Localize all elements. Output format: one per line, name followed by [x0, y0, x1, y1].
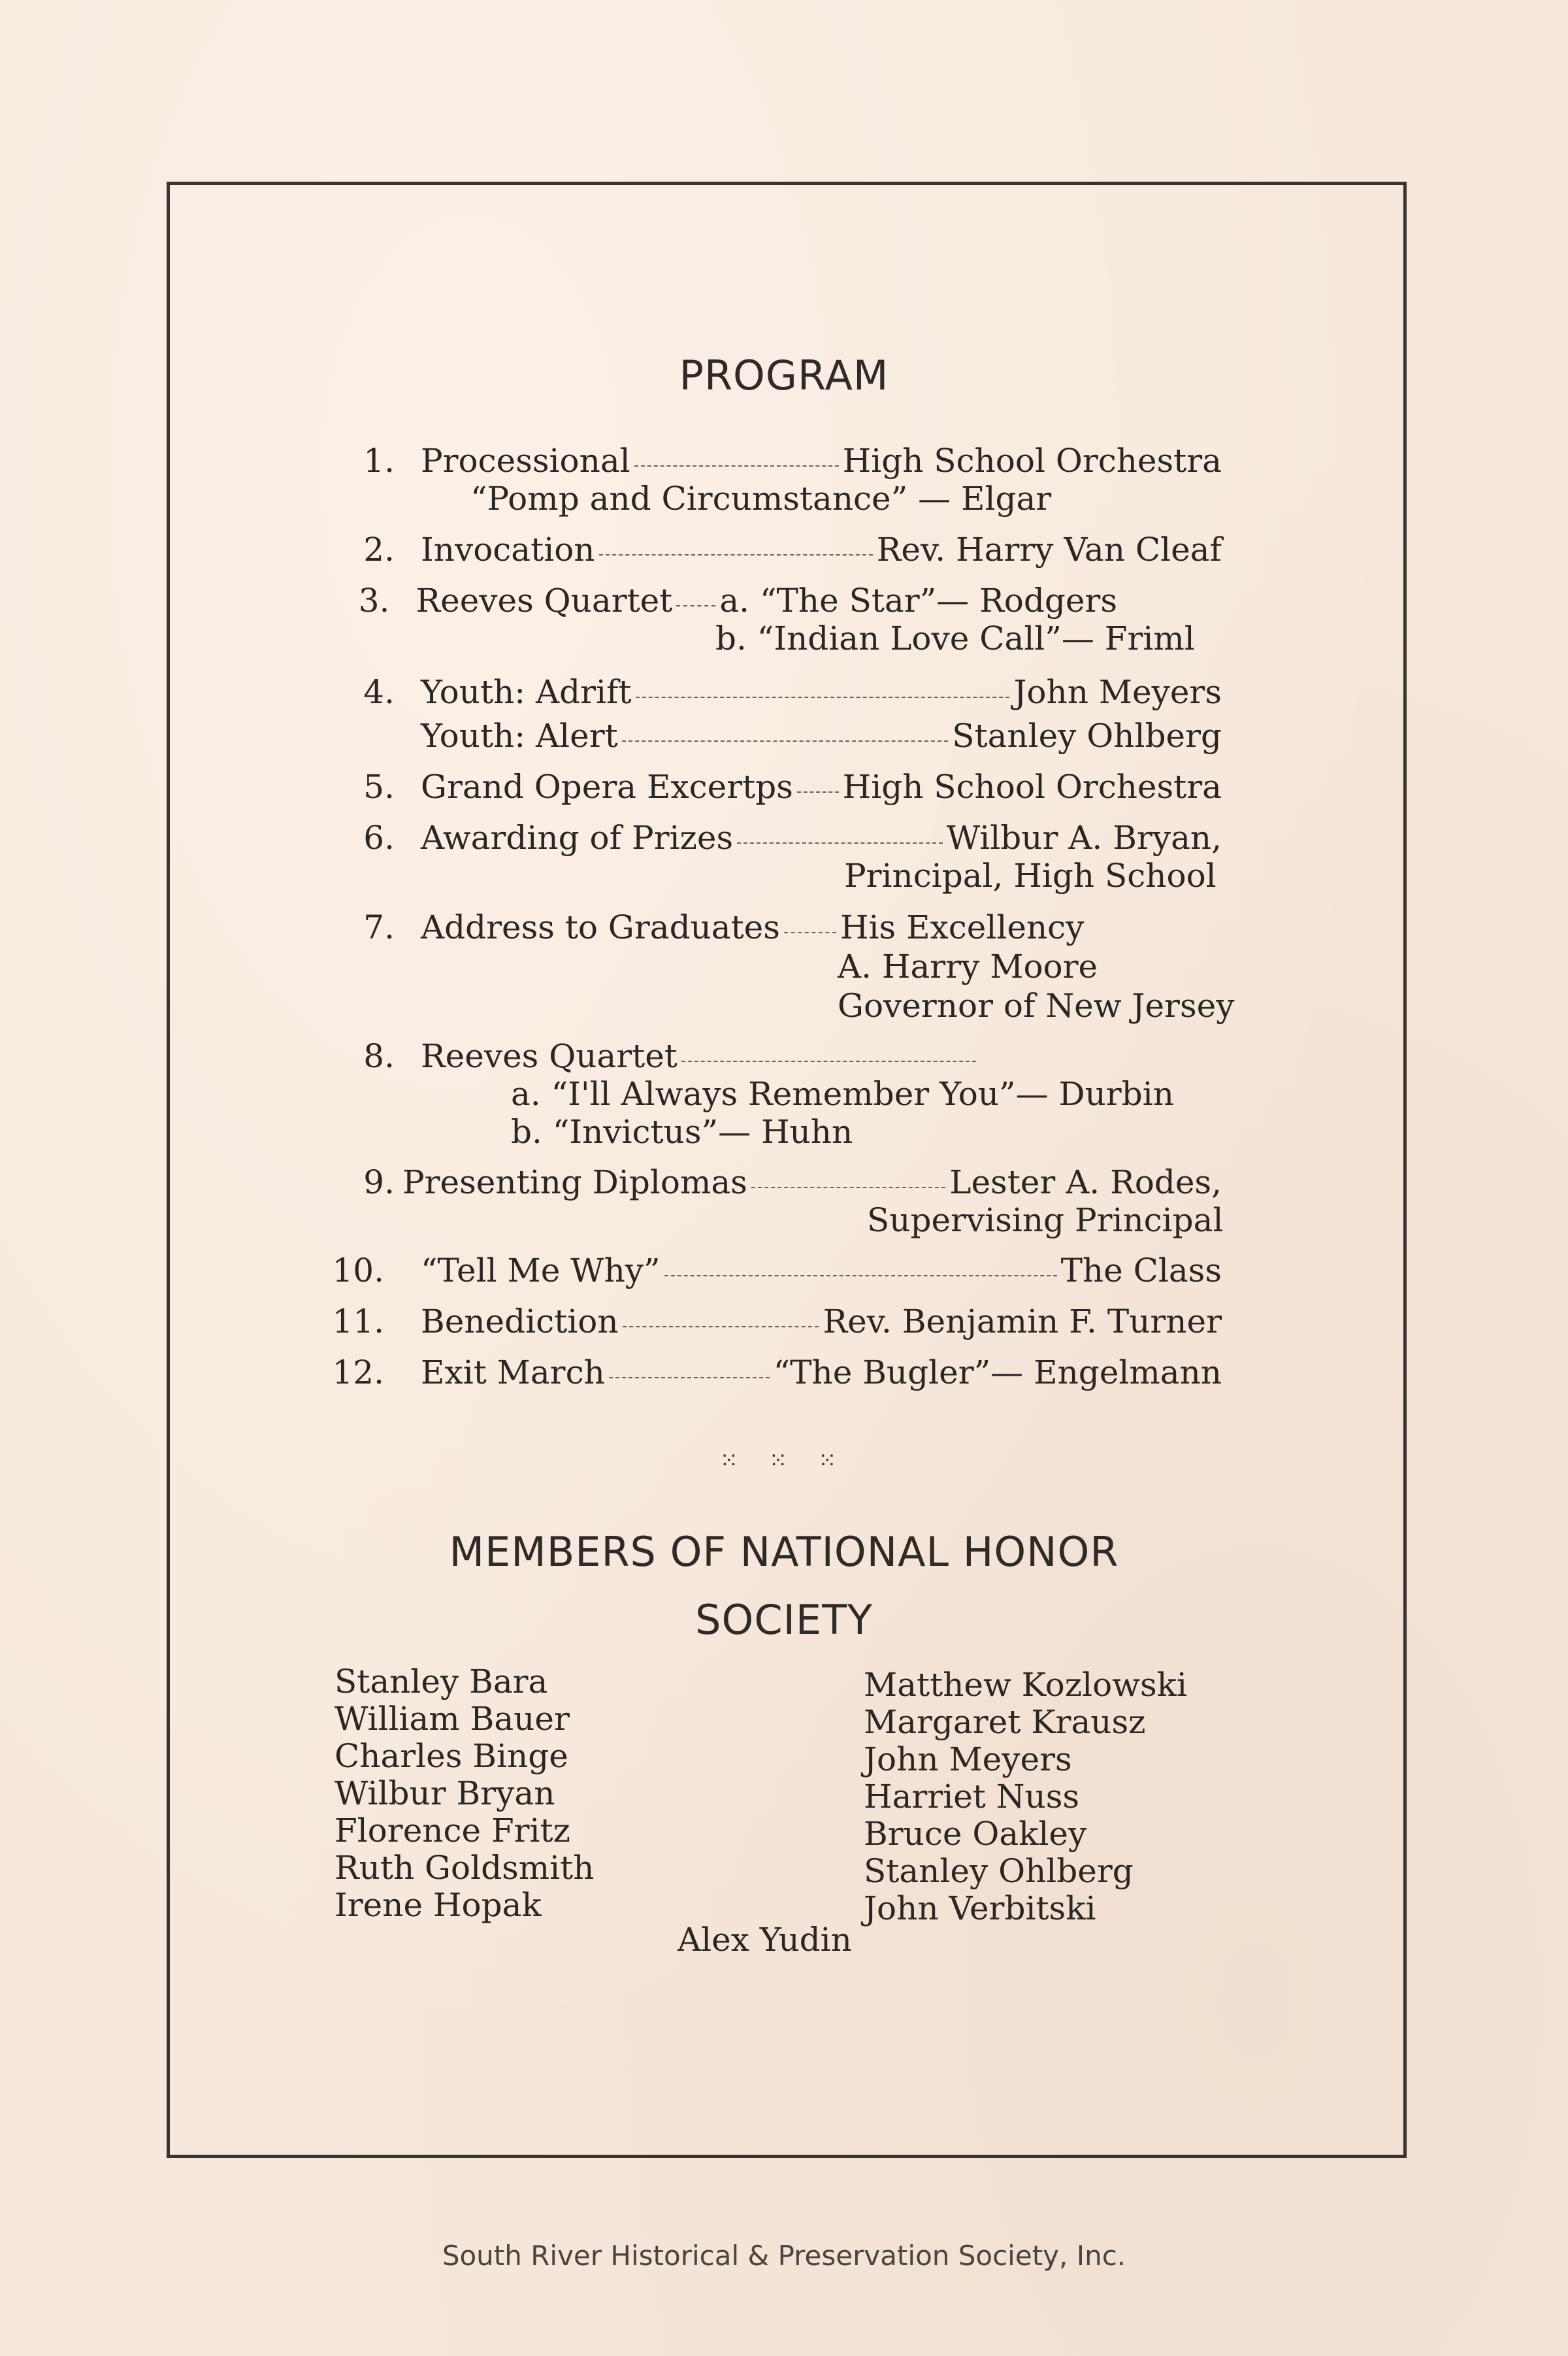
item-performer: Lester A. Rodes,: [949, 1163, 1222, 1201]
item-performer: Wilbur A. Bryan,: [946, 819, 1222, 857]
list-item: Irene Hopak: [335, 1886, 542, 1924]
program-item-5: [353, 768, 1222, 806]
item-title: Exit March: [421, 1353, 605, 1391]
item-sub: Supervising Principal: [867, 1201, 1224, 1239]
item-number: 12.: [332, 1353, 384, 1391]
list-item: Wilbur Bryan: [335, 1774, 555, 1812]
item-number: 1.: [363, 442, 395, 480]
item-sub: A. Harry Moore: [838, 948, 1098, 986]
program-item-9: [353, 1163, 1222, 1201]
list-item: John Meyers: [864, 1740, 1072, 1778]
item-performer: John Meyers: [1013, 673, 1222, 711]
item-title: Reeves Quartet: [416, 582, 673, 620]
dot-leader: [751, 1187, 945, 1188]
item-title: Reeves Quartet: [421, 1037, 678, 1075]
item-number: 11.: [332, 1302, 384, 1340]
dot-leader: [784, 932, 836, 933]
item-performer: Stanley Ohlberg: [952, 717, 1222, 755]
list-item: Ruth Goldsmith: [335, 1849, 595, 1887]
honor-society-title: MEMBERS OF NATIONAL HONOR: [449, 1528, 1119, 1576]
program-item-11: [327, 1302, 1222, 1340]
list-item: Florence Fritz: [335, 1812, 570, 1850]
item-performer: Rev. Benjamin F. Turner: [823, 1302, 1222, 1340]
list-item: Matthew Kozlowski: [864, 1666, 1187, 1704]
honor-names-right: [864, 1667, 1187, 1927]
item-sub: Principal, High School: [844, 857, 1217, 895]
dot-leader: [737, 842, 943, 844]
item-title: Youth: Adrift: [421, 673, 632, 711]
item-title: Processional: [421, 442, 630, 480]
item-sub: a. “I'll Always Remember You”— Durbin: [511, 1075, 1174, 1113]
dot-leader: [676, 605, 715, 606]
dot-leader: [623, 1326, 819, 1327]
item-number: 5.: [363, 768, 395, 806]
honor-society-title-line2: SOCIETY: [695, 1596, 873, 1644]
item-title: Address to Graduates: [421, 908, 780, 946]
item-title: Benediction: [421, 1302, 619, 1340]
item-performer: “The Bugler”— Engelmann: [773, 1353, 1222, 1391]
program-item-2: [353, 531, 1222, 569]
program-item-6: [353, 819, 1222, 857]
item-title: Grand Opera Excertps: [421, 768, 793, 806]
honor-names-left: [335, 1663, 594, 1924]
list-item: William Bauer: [335, 1700, 570, 1738]
program-item-1: [353, 442, 1222, 480]
ornament-divider: ⁙ ⁙ ⁙: [719, 1448, 849, 1474]
item-number: 3.: [358, 582, 390, 620]
item-number: 2.: [363, 531, 395, 569]
program-item-4: [353, 673, 1222, 711]
list-item: Charles Binge: [335, 1737, 568, 1775]
item-title: Presenting Diplomas: [402, 1163, 747, 1201]
list-item: Bruce Oakley: [864, 1815, 1087, 1853]
item-title: Awarding of Prizes: [421, 819, 734, 857]
dot-leader: [634, 465, 839, 467]
item-title: “Tell Me Why”: [421, 1252, 661, 1289]
item-performer: a. “The Star”— Rodgers: [719, 582, 1117, 620]
dot-leader: [622, 740, 949, 742]
footer-credit: South River Historical & Preservation Society, Inc.: [442, 2240, 1126, 2272]
dot-leader: [664, 1275, 1057, 1276]
item-performer: High School Orchestra: [842, 768, 1222, 806]
item-title: Youth: Alert: [421, 717, 618, 755]
item-title: Invocation: [421, 531, 595, 569]
dot-leader: [681, 1061, 976, 1062]
item-sub: Governor of New Jersey: [838, 987, 1235, 1025]
dot-leader: [609, 1377, 770, 1378]
item-number: 6.: [363, 819, 395, 857]
dot-leader: [636, 697, 1010, 698]
item-performer: His Excellency: [840, 908, 1085, 946]
item-sub: “Pomp and Circumstance” — Elgar: [470, 480, 1052, 518]
list-item: Stanley Bara: [335, 1663, 548, 1701]
program-item-12: [327, 1353, 1222, 1391]
item-number: 9.: [363, 1163, 395, 1201]
item-number: 8.: [363, 1037, 395, 1075]
program-title: PROGRAM: [679, 352, 889, 399]
item-sub: b. “Invictus”— Huhn: [511, 1113, 853, 1151]
item-performer: Rev. Harry Van Cleaf: [876, 531, 1222, 569]
item-performer: High School Orchestra: [842, 442, 1222, 480]
program-item-3: [353, 582, 1117, 620]
list-item: Margaret Krausz: [864, 1703, 1146, 1741]
program-item-10: [327, 1252, 1222, 1289]
item-sub: b. “Indian Love Call”— Friml: [715, 620, 1195, 657]
honor-name-center: Alex Yudin: [678, 1921, 852, 1959]
program-item-8: [353, 1037, 980, 1075]
item-number: 10.: [332, 1252, 384, 1289]
list-item: Stanley Ohlberg: [864, 1852, 1134, 1890]
list-item: Harriet Nuss: [864, 1778, 1080, 1816]
item-performer: The Class: [1060, 1252, 1222, 1289]
item-number: 7.: [363, 908, 395, 946]
list-item: John Verbitski: [864, 1889, 1096, 1927]
program-item-4b: [421, 717, 1222, 755]
program-item-7: [353, 908, 1091, 946]
dot-leader: [797, 791, 839, 793]
item-number: 4.: [363, 673, 395, 711]
dot-leader: [599, 554, 873, 556]
